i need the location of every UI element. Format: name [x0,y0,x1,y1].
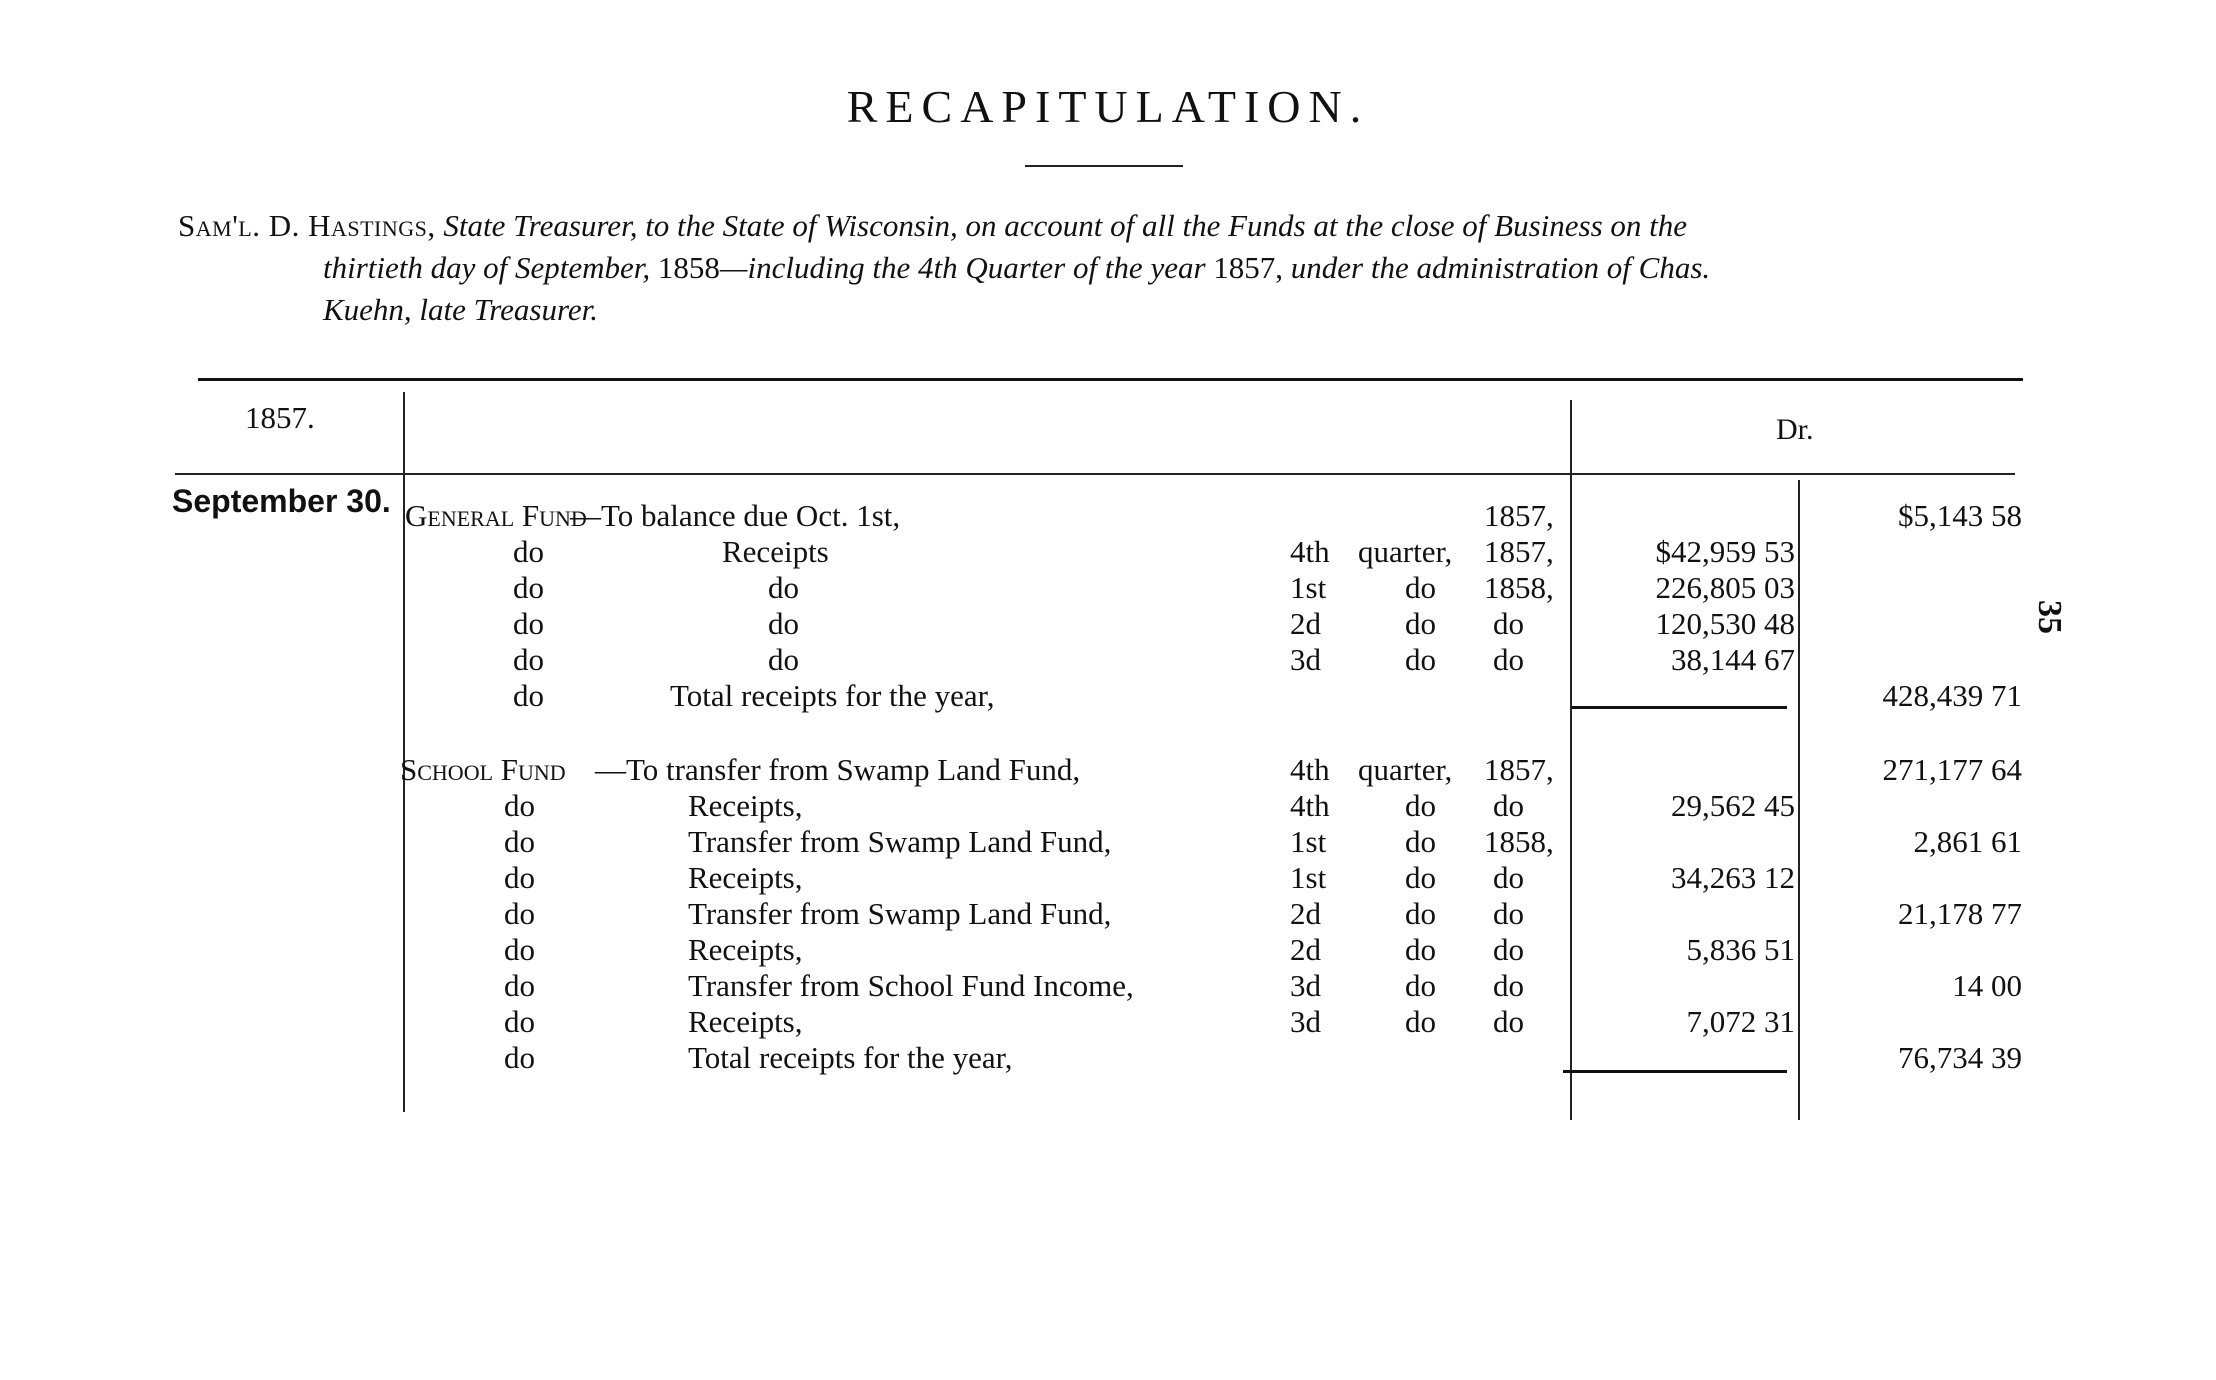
header-bottom-rule [175,473,2015,475]
row-period: 3d [1290,642,1321,677]
row-amount: 120,530 48 [1655,606,1795,641]
row-period: 2d [1290,606,1321,641]
row-dr-amount: 14 00 [1952,968,2022,1003]
row-description: Receipts, [688,860,803,895]
school_fund-row [0,1040,2216,1076]
general_fund-row [0,498,2216,534]
preamble-line-2-a: thirtieth day of September, [323,250,651,285]
school_fund-label: School Fund [400,752,566,787]
ditto-mark: do [504,788,535,823]
row-dr-amount: 76,734 39 [1898,1040,2022,1075]
year-header: 1857. [245,400,315,435]
school_fund-row [0,788,2216,824]
row-description: do [768,642,799,677]
row-year: 1858, [1484,824,1554,859]
row-period: 4th [1290,752,1330,787]
row-quarter: do [1405,860,1436,895]
page-title: RECAPITULATION. [846,81,1370,132]
row-year: 1857, [1484,498,1554,533]
row-description: Total receipts for the year, [688,1040,1013,1075]
page-number: 35 [2031,600,2068,634]
title-rule [1025,165,1183,167]
ditto-mark: do [504,824,535,859]
ditto-mark: do [513,642,544,677]
row-amount: 7,072 31 [1686,1004,1795,1039]
ditto-mark: do [513,570,544,605]
row-year: 1858, [1484,570,1554,605]
row-description: Transfer from School Fund Income, [688,968,1134,1003]
row-quarter: quarter, [1358,534,1453,569]
school_fund-row [0,752,2216,788]
row-description: do [768,570,799,605]
row-description: do [768,606,799,641]
preamble-year-1858: 1858 [657,250,720,285]
row-description: Receipts, [688,932,803,967]
school_fund-row [0,824,2216,860]
row-year: do [1493,968,1524,1003]
row-period: 4th [1290,788,1330,823]
row-year: 1857, [1484,752,1554,787]
treasurer-name: Sam'l. D. Hastings, [178,208,436,243]
general_fund-row [0,606,2216,642]
row-quarter: do [1405,968,1436,1003]
row-description: Receipts, [688,788,803,823]
ditto-mark: do [504,1004,535,1039]
row-year: do [1493,606,1524,641]
row-description: —To balance due Oct. 1st, [570,498,901,533]
ditto-mark: do [504,860,535,895]
row-quarter: do [1405,570,1436,605]
row-quarter: quarter, [1358,752,1453,787]
row-amount: 34,263 12 [1671,860,1795,895]
ditto-mark: do [504,896,535,931]
row-year: 1857, [1484,534,1554,569]
row-period: 2d [1290,896,1321,931]
preamble-line-3: Kuehn, late Treasurer. [323,292,598,327]
row-amount: 29,562 45 [1671,788,1795,823]
ditto-mark: do [504,932,535,967]
general_fund-row [0,678,2216,714]
dr-header: Dr. [1776,413,1814,446]
row-quarter: do [1405,606,1436,641]
table-top-rule [198,378,2023,381]
row-description: Transfer from Swamp Land Fund, [688,824,1112,859]
row-year: do [1493,860,1524,895]
general_fund-row [0,642,2216,678]
row-dr-amount: $5,143 58 [1898,498,2022,533]
row-description: Total receipts for the year, [670,678,995,713]
entry-date: September 30. [172,483,391,519]
ditto-mark: do [504,1040,535,1075]
preamble-line-2-c: under the administration of Chas. [1290,250,1711,285]
ditto-mark: do [513,534,544,569]
row-amount: $42,959 53 [1655,534,1795,569]
row-year: do [1493,642,1524,677]
row-dr-amount: 21,178 77 [1898,896,2022,931]
school_fund-row [0,896,2216,932]
row-period: 3d [1290,1004,1321,1039]
row-amount: 38,144 67 [1671,642,1795,677]
row-dr-amount: 271,177 64 [1882,752,2022,787]
row-period: 3d [1290,968,1321,1003]
preamble-line-1 [178,205,2033,247]
school_fund-row [0,1004,2216,1040]
ditto-mark: do [513,606,544,641]
row-description: Transfer from Swamp Land Fund, [688,896,1112,931]
row-quarter: do [1405,788,1436,823]
preamble-year-1857: 1857, [1213,250,1284,285]
row-period: 1st [1290,824,1327,859]
row-quarter: do [1405,642,1436,677]
row-dr-amount: 428,439 71 [1882,678,2022,713]
row-amount: 5,836 51 [1686,932,1795,967]
row-quarter: do [1405,896,1436,931]
row-year: do [1493,788,1524,823]
general_fund-label: General Fund [405,498,587,533]
row-year: do [1493,896,1524,931]
school_fund-row [0,968,2216,1004]
row-quarter: do [1405,1004,1436,1039]
preamble-line-1-text: State Treasurer, to the State of Wisconsin, on account of all the Funds at the close of Business on the [443,208,1688,243]
general_fund-row [0,570,2216,606]
preamble [178,205,2033,331]
preamble-line-2-b: —including the 4th Quarter of the year [719,250,1206,285]
row-quarter: do [1405,824,1436,859]
preamble-line-2 [178,247,2033,289]
ditto-mark: do [504,968,535,1003]
ditto-mark: do [513,678,544,713]
row-year: do [1493,932,1524,967]
row-period: 1st [1290,860,1327,895]
row-quarter: do [1405,932,1436,967]
row-period: 4th [1290,534,1330,569]
row-description: —To transfer from Swamp Land Fund, [595,752,1081,787]
row-period: 1st [1290,570,1327,605]
row-year: do [1493,1004,1524,1039]
row-description: Receipts [722,534,829,569]
row-amount: 226,805 03 [1655,570,1795,605]
school_fund-row [0,860,2216,896]
row-description: Receipts, [688,1004,803,1039]
general_fund-row [0,534,2216,570]
school_fund-row [0,932,2216,968]
row-period: 2d [1290,932,1321,967]
row-dr-amount: 2,861 61 [1913,824,2022,859]
